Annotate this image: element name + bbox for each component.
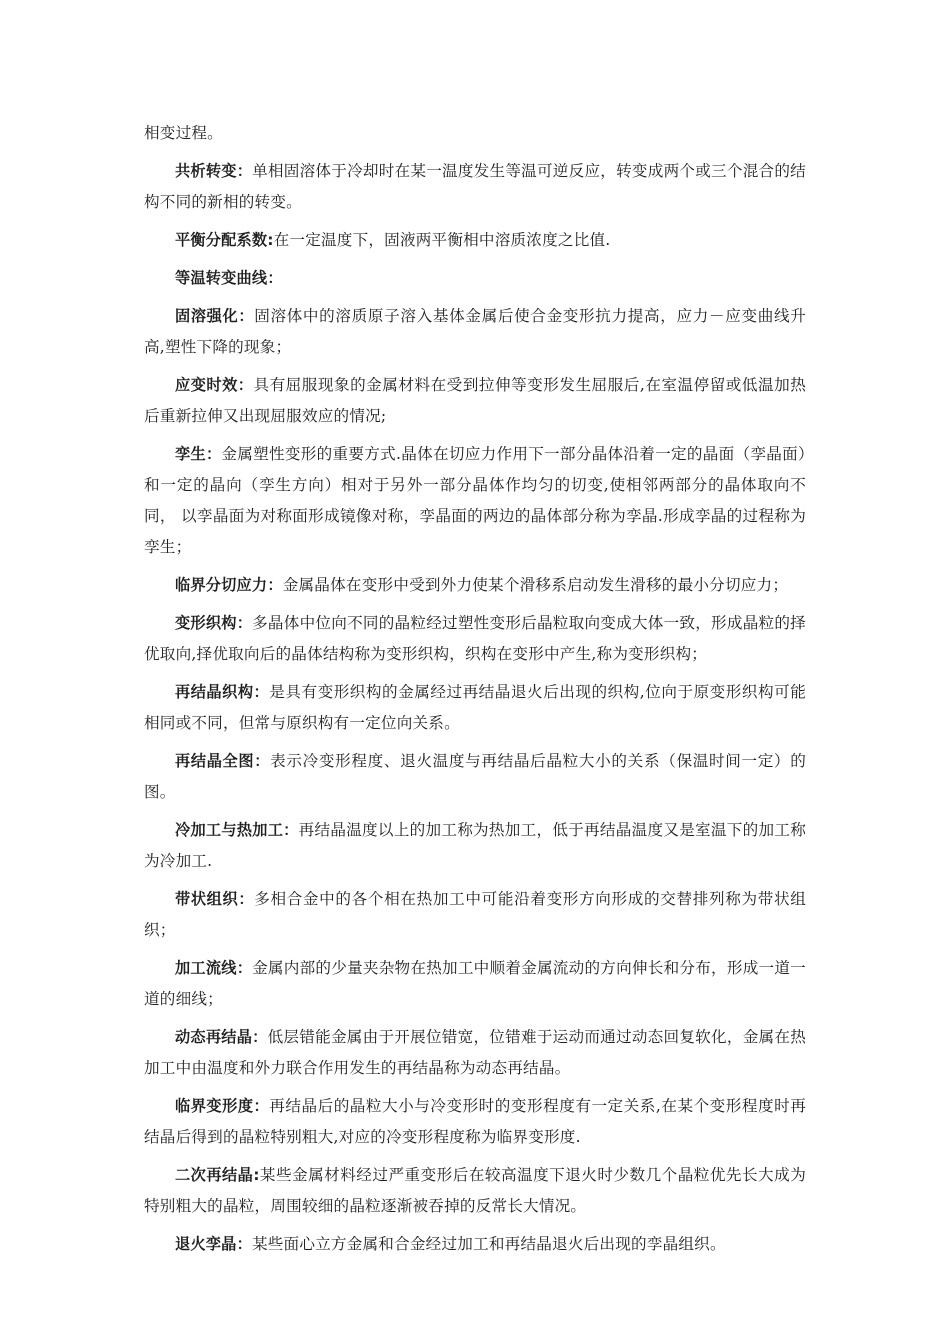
term-separator: :	[267, 231, 274, 249]
term-label: 再结晶全图	[175, 752, 255, 770]
definition-paragraph	[144, 953, 806, 1015]
definition-text: 在一定温度下，固液两平衡相中溶质浓度之比值.	[273, 231, 611, 249]
definition-paragraph	[144, 608, 806, 670]
definition-paragraph	[144, 746, 806, 808]
term-label: 退火孪晶	[175, 1235, 237, 1253]
term-label: 冷加工与热加工	[175, 821, 284, 839]
term-label: 临界变形度	[175, 1097, 254, 1115]
intro-line: 相变过程。	[144, 124, 223, 142]
definition-text: 金属塑性变形的重要方式.晶体在切应力作用下一部分晶体沿着一定的晶面（孪晶面）和一定的晶向（孪生方向）相对于另外一部分晶体作均匀的切变,使相邻两部分的晶体取向不同， 以孪晶面为对称面形成镜像对称，孪晶面的两边的晶体部分称为孪晶.形成孪晶的过程称为孪生；	[144, 445, 806, 556]
term-label: 等温转变曲线	[175, 269, 268, 287]
definition-paragraph	[144, 884, 806, 946]
term-label: 临界分切应力	[175, 576, 268, 594]
definition-paragraph	[144, 301, 806, 363]
term-separator: ：	[236, 959, 253, 977]
term-separator: ：	[236, 1235, 252, 1253]
definition-text: 某些面心立方金属和合金经过加工和再结晶退火后出现的孪晶组织。	[251, 1235, 726, 1253]
definition-paragraph	[144, 370, 806, 432]
definition-paragraph	[144, 263, 806, 294]
term-label: 固溶强化	[175, 307, 239, 325]
term-separator: ：	[254, 752, 271, 770]
term-separator: ：	[283, 821, 299, 839]
definition-paragraph	[144, 570, 806, 601]
definition-text: 单相固溶体于冷却时在某一温度发生等温可逆反应，转变成两个或三个混合的结构不同的新相的转变。	[144, 162, 806, 211]
term-separator: ：	[238, 307, 255, 325]
definition-paragraph	[144, 156, 806, 218]
term-label: 共析转变	[175, 162, 237, 180]
definition-text: 固溶体中的溶质原子溶入基体金属后使合金变形抗力提高，应力－应变曲线升高,塑性下降的现象；	[144, 307, 806, 356]
term-separator: :	[253, 1166, 260, 1184]
definition-paragraph	[144, 1091, 806, 1153]
definition-text: 具有屈服现象的金属材料在受到拉伸等变形发生屈服后,在室温停留或低温加热后重新拉伸又出现屈服效应的情况;	[144, 376, 806, 425]
term-label: 应变时效	[175, 376, 238, 394]
definition-text: 金属晶体在变形中受到外力使某个滑移系启动发生滑移的最小分切应力；	[282, 576, 789, 594]
definition-paragraph	[144, 1160, 806, 1222]
definition-text: 多晶体中位向不同的晶粒经过塑性变形后晶粒取向变成大体一致，形成晶粒的择优取向,择优取向后的晶体结构称为变形织构，织构在变形中产生,称为变形织构；	[144, 614, 806, 663]
definition-text: 多相合金中的各个相在热加工中可能沿着变形方向形成的交替排列称为带状组织；	[144, 890, 806, 939]
document-body	[144, 118, 806, 1267]
term-label: 再结晶织构	[175, 683, 254, 701]
definition-text: 低层错能金属由于开展位错宽，位错难于运动而通过动态回复软化，金属在热加工中由温度和外力联合作用发生的再结晶称为动态再结晶。	[144, 1028, 806, 1077]
term-separator: ：	[205, 445, 222, 463]
definition-text: 表示冷变形程度、退火温度与再结晶后晶粒大小的关系（保温时间一定）的图。	[144, 752, 807, 801]
term-separator: ：	[253, 1097, 270, 1115]
term-separator: ：	[237, 376, 254, 394]
term-separator: ：	[253, 683, 270, 701]
definition-paragraph	[144, 1229, 806, 1260]
term-separator: ：	[236, 614, 253, 632]
definition-text: 金属内部的少量夹杂物在热加工中顺着金属流动的方向伸长和分布，形成一道一道的细线；	[144, 959, 806, 1008]
term-separator: ：	[236, 162, 253, 180]
term-label: 加工流线	[175, 959, 237, 977]
term-label: 带状组织	[175, 890, 239, 908]
term-label: 平衡分配系数	[175, 231, 268, 249]
term-label: 孪生	[175, 445, 206, 463]
definition-paragraph	[144, 815, 806, 877]
definition-paragraph	[144, 439, 806, 563]
term-separator: ：	[238, 890, 255, 908]
term-separator: ：	[267, 576, 283, 594]
term-label: 变形织构	[175, 614, 237, 632]
term-label: 二次再结晶	[175, 1166, 254, 1184]
term-separator: ：	[267, 269, 283, 287]
definition-text: 是具有变形织构的金属经过再结晶退火后出现的织构,位向于原变形织构可能相同或不同，但常与原织构有一定位向关系。	[144, 683, 807, 732]
definition-text: 再结晶后的晶粒大小与冷变形时的变形程度有一定关系,在某个变形程度时再结晶后得到的晶粒特别粗大,对应的冷变形程度称为临界变形度.	[144, 1097, 807, 1146]
term-separator: ：	[252, 1028, 268, 1046]
definition-text: 某些金属材料经过严重变形后在较高温度下退火时少数几个晶粒优先长大成为特别粗大的晶粒，周围较细的晶粒逐渐被吞掉的反常长大情况。	[144, 1166, 806, 1215]
definition-paragraph	[144, 1022, 806, 1084]
definition-text: 再结晶温度以上的加工称为热加工，低于再结晶温度又是室温下的加工称为冷加工.	[144, 821, 807, 870]
definition-paragraph	[144, 225, 806, 256]
definition-paragraph	[144, 677, 806, 739]
term-label: 动态再结晶	[175, 1028, 253, 1046]
